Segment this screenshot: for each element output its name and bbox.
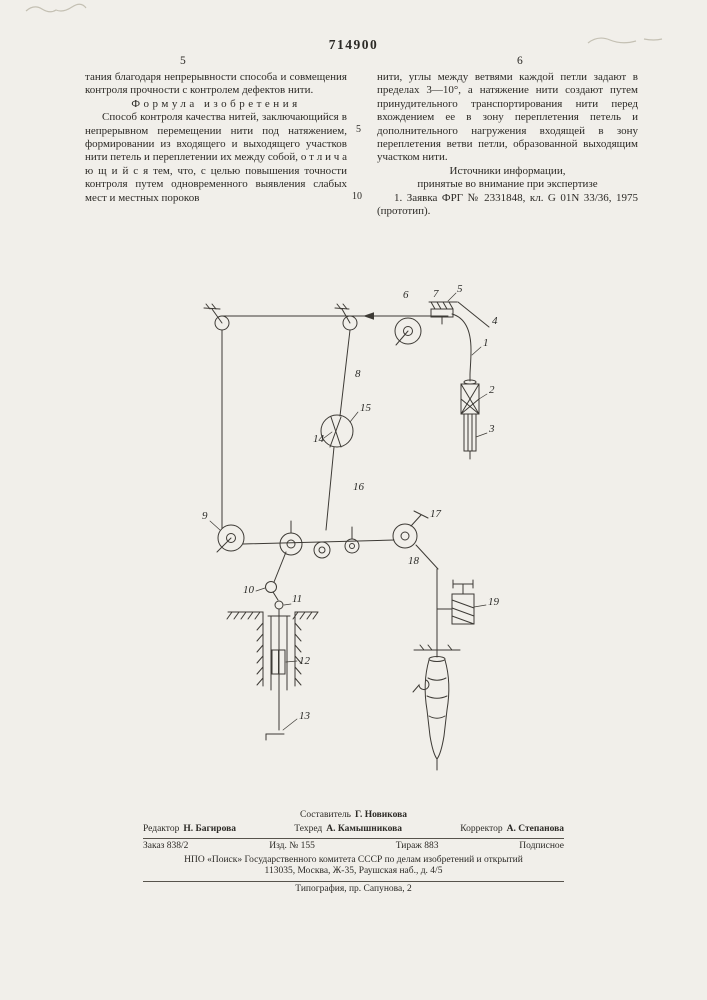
margin-line-number-5: 5 bbox=[356, 124, 361, 135]
formula-heading: Формула изобретения bbox=[131, 97, 301, 110]
figure-label-12: 12 bbox=[299, 655, 310, 667]
figure-leader-lines bbox=[210, 293, 487, 730]
imprint bbox=[143, 810, 564, 895]
footer-subscription: Подписное bbox=[519, 841, 564, 851]
figure-label-19: 19 bbox=[488, 596, 499, 608]
footer-techred-label: Техред bbox=[294, 823, 323, 834]
footer-techred bbox=[294, 824, 402, 836]
patent-number: 714900 bbox=[328, 37, 379, 52]
reference-paragraph: 1. Заявка ФРГ № 2331848, кл. G 01N 33/36, 1975 (прототип). bbox=[377, 191, 638, 218]
footer-editors-row bbox=[143, 824, 564, 836]
figure-label-13: 13 bbox=[299, 710, 310, 722]
figure-label-3: 3 bbox=[489, 423, 495, 435]
footer-printing-house: Типография, пр. Сапунова, 2 bbox=[295, 883, 412, 894]
figure-label-18: 18 bbox=[408, 555, 419, 567]
figure-labels bbox=[202, 283, 500, 722]
handwritten-squiggle-left bbox=[26, 4, 86, 12]
footer-corrector-label: Корректор bbox=[460, 823, 503, 834]
left-column bbox=[85, 71, 347, 205]
footer-circulation: Тираж 883 bbox=[395, 841, 439, 851]
figure-label-8: 8 bbox=[355, 368, 361, 380]
footer-techred-name: А. Камышникова bbox=[326, 823, 402, 834]
figure-label-16: 16 bbox=[353, 481, 364, 493]
footer-rule-1 bbox=[143, 838, 564, 839]
footer-compiler bbox=[143, 810, 564, 822]
left-top-pulley bbox=[204, 304, 229, 330]
footer-order: Заказ 838/2 bbox=[143, 841, 189, 851]
footer-editor-name: Н. Багирова bbox=[183, 823, 236, 834]
footer-compiler-label: Составитель bbox=[299, 810, 352, 820]
guide-rod bbox=[458, 302, 489, 327]
margin-line-number-10: 10 bbox=[352, 191, 362, 202]
figure-label-10: 10 bbox=[243, 584, 254, 596]
page-number-left-column: 5 bbox=[180, 55, 186, 67]
pigtail-guide bbox=[413, 680, 429, 692]
interlacing-zone bbox=[321, 330, 353, 530]
figure-label-7: 7 bbox=[433, 288, 439, 300]
right-column bbox=[377, 71, 638, 218]
figure-label-11: 11 bbox=[292, 593, 303, 605]
footer-publisher: НПО «Поиск» Государственного комитета СССР по делам изобретений и открытий bbox=[184, 854, 523, 865]
figure-label-6: 6 bbox=[403, 289, 409, 301]
bottom-pulleys bbox=[243, 521, 394, 558]
supply-package bbox=[461, 375, 479, 459]
center-top-pulley bbox=[335, 304, 357, 330]
figure-label-1: 1 bbox=[483, 337, 489, 349]
footer-order-row bbox=[143, 841, 564, 853]
figure-label-5: 5 bbox=[457, 283, 463, 295]
footer-edition: Изд. № 155 bbox=[269, 841, 315, 851]
figure-label-9: 9 bbox=[202, 510, 208, 522]
figure-label-15: 15 bbox=[360, 402, 371, 414]
top-thread bbox=[222, 312, 448, 320]
footer-corrector bbox=[460, 824, 564, 836]
balloon-thread bbox=[452, 314, 471, 375]
winding-cop bbox=[413, 645, 460, 770]
footer-corrector-name: А. Степанова bbox=[506, 823, 564, 834]
sources-heading-line1: Источники информации, bbox=[449, 164, 566, 177]
patent-figure bbox=[0, 278, 707, 808]
footer-editor bbox=[143, 824, 236, 836]
footer-address: 113035, Москва, Ж-35, Раушская наб., д. 4/5 bbox=[264, 866, 443, 876]
figure-label-17: 17 bbox=[430, 508, 441, 520]
sources-heading-line2: принятые во внимание при экспертизе bbox=[417, 178, 598, 191]
loading-device bbox=[437, 569, 474, 650]
paragraph-continuation: тания благодаря непрерывности способа и совмещения контроля прочности с контролем дефектов нити. bbox=[85, 71, 347, 97]
left-guide-pulley bbox=[217, 525, 244, 552]
measuring-roller bbox=[395, 318, 421, 345]
claim-continuation-paragraph: нити, углы между ветвями каждой петли задают в пределах 3—10°, а натяжение нити создают путем принудительного транспортирования нити перед вхождением ее в зону переплетения петель и дополнительного нагружения входящей в зону переплетения ветви петли, образованной выходящим участком нити. bbox=[377, 71, 638, 164]
claim-paragraph: Способ контроля качества нитей, заключающийся в непрерывном перемещении нити под натяжением, формировании из входящего и выходящего участков нити петель и переплетении их между собой, о т л и ч а ю щ и й с я тем, что, с целью повышения точности контроля путем одновременного выявления слабых мест и местных пороков bbox=[85, 111, 347, 204]
figure-label-14: 14 bbox=[313, 433, 324, 445]
figure-label-2: 2 bbox=[489, 384, 495, 396]
footer-editor-label: Редактор bbox=[143, 823, 180, 834]
footer-rule-2 bbox=[143, 881, 564, 882]
figure-label-4: 4 bbox=[492, 315, 498, 327]
footer-compiler-name: Г. Новикова bbox=[355, 810, 408, 820]
page-number-right-column: 6 bbox=[517, 55, 523, 67]
thread-tensioner bbox=[429, 302, 457, 324]
